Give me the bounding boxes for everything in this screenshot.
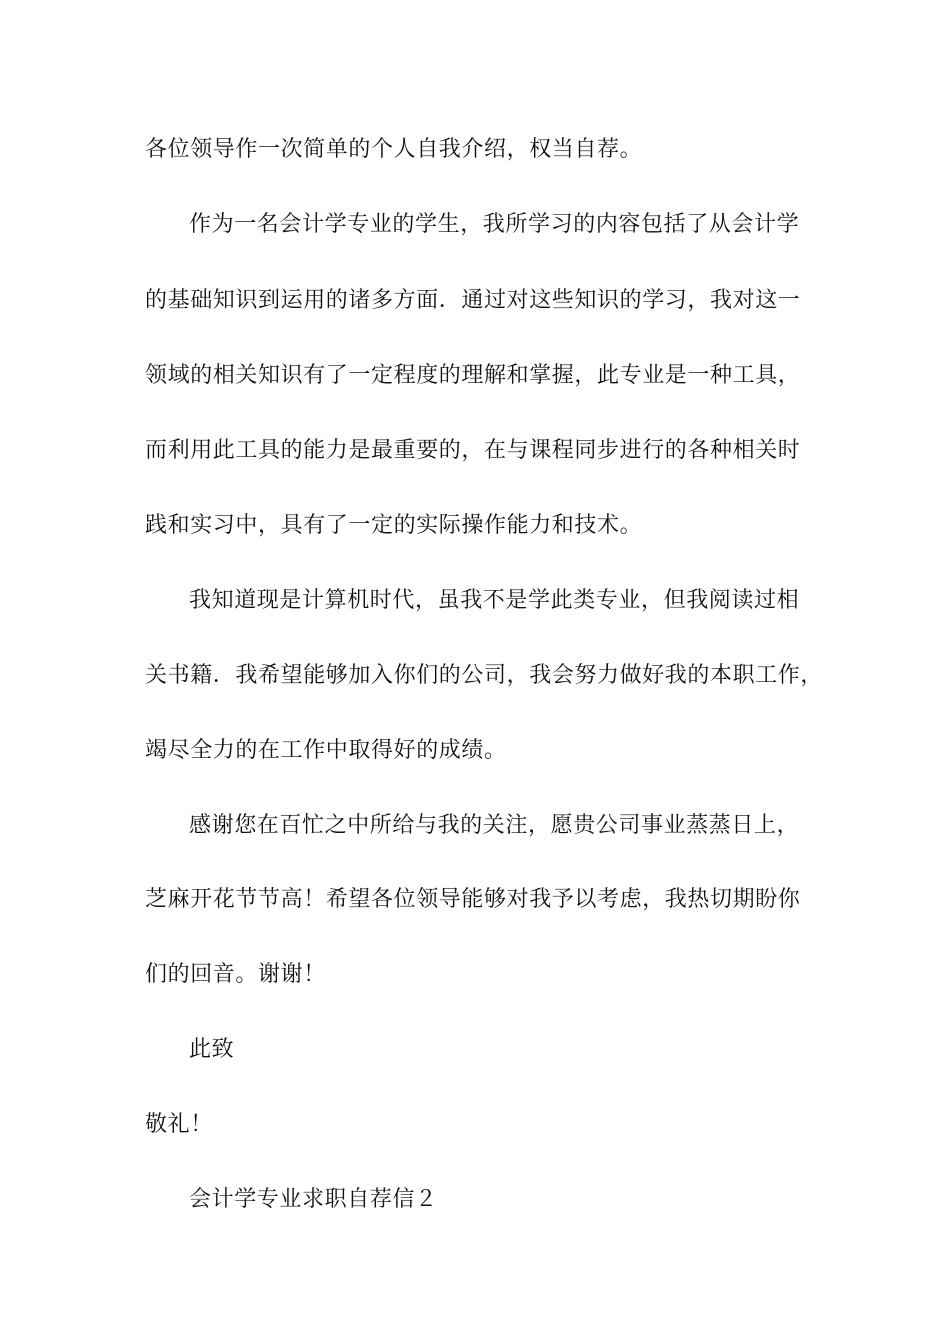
paragraph-2-line-3: 领域的相关知识有了一定程度的理解和掌握，此专业是一种工具， bbox=[145, 363, 801, 388]
paragraph-2-line-5: 践和实习中，具有了一定的实际操作能力和技术。 bbox=[145, 513, 643, 538]
paragraph-4-line-1: 感谢您在百忙之中所给与我的关注，愿贵公司事业蒸蒸日上， bbox=[189, 813, 800, 838]
paragraph-2-line-2: 的基础知识到运用的诸多方面．通过对这些知识的学习，我对这一 bbox=[145, 288, 801, 313]
paragraph-4-line-2: 芝麻开花节节高！希望各位领导能够对我予以考虑，我热切期盼你 bbox=[145, 887, 801, 912]
paragraph-2-line-1: 作为一名会计学专业的学生，我所学习的内容包括了从会计学 bbox=[189, 212, 800, 237]
paragraph-2-line-4: 而利用此工具的能力是最重要的，在与课程同步进行的各种相关时 bbox=[145, 438, 801, 463]
closing-salutation: 此致 bbox=[189, 1037, 235, 1062]
paragraph-4-line-3: 们的回音。谢谢！ bbox=[145, 962, 326, 987]
paragraph-3-line-1: 我知道现是计算机时代，虽我不是学此类专业，但我阅读过相 bbox=[189, 588, 800, 613]
closing-regards: 敬礼！ bbox=[145, 1112, 213, 1137]
section-title: 会计学专业求职自荐信２ bbox=[189, 1187, 438, 1212]
paragraph-3-line-2: 关书籍．我希望能够加入你们的公司，我会努力做好我的本职工作， bbox=[145, 663, 824, 688]
paragraph-3-line-3: 竭尽全力的在工作中取得好的成绩。 bbox=[145, 738, 507, 763]
paragraph-1-line-1: 各位领导作一次简单的个人自我介绍，权当自荐。 bbox=[145, 137, 643, 162]
